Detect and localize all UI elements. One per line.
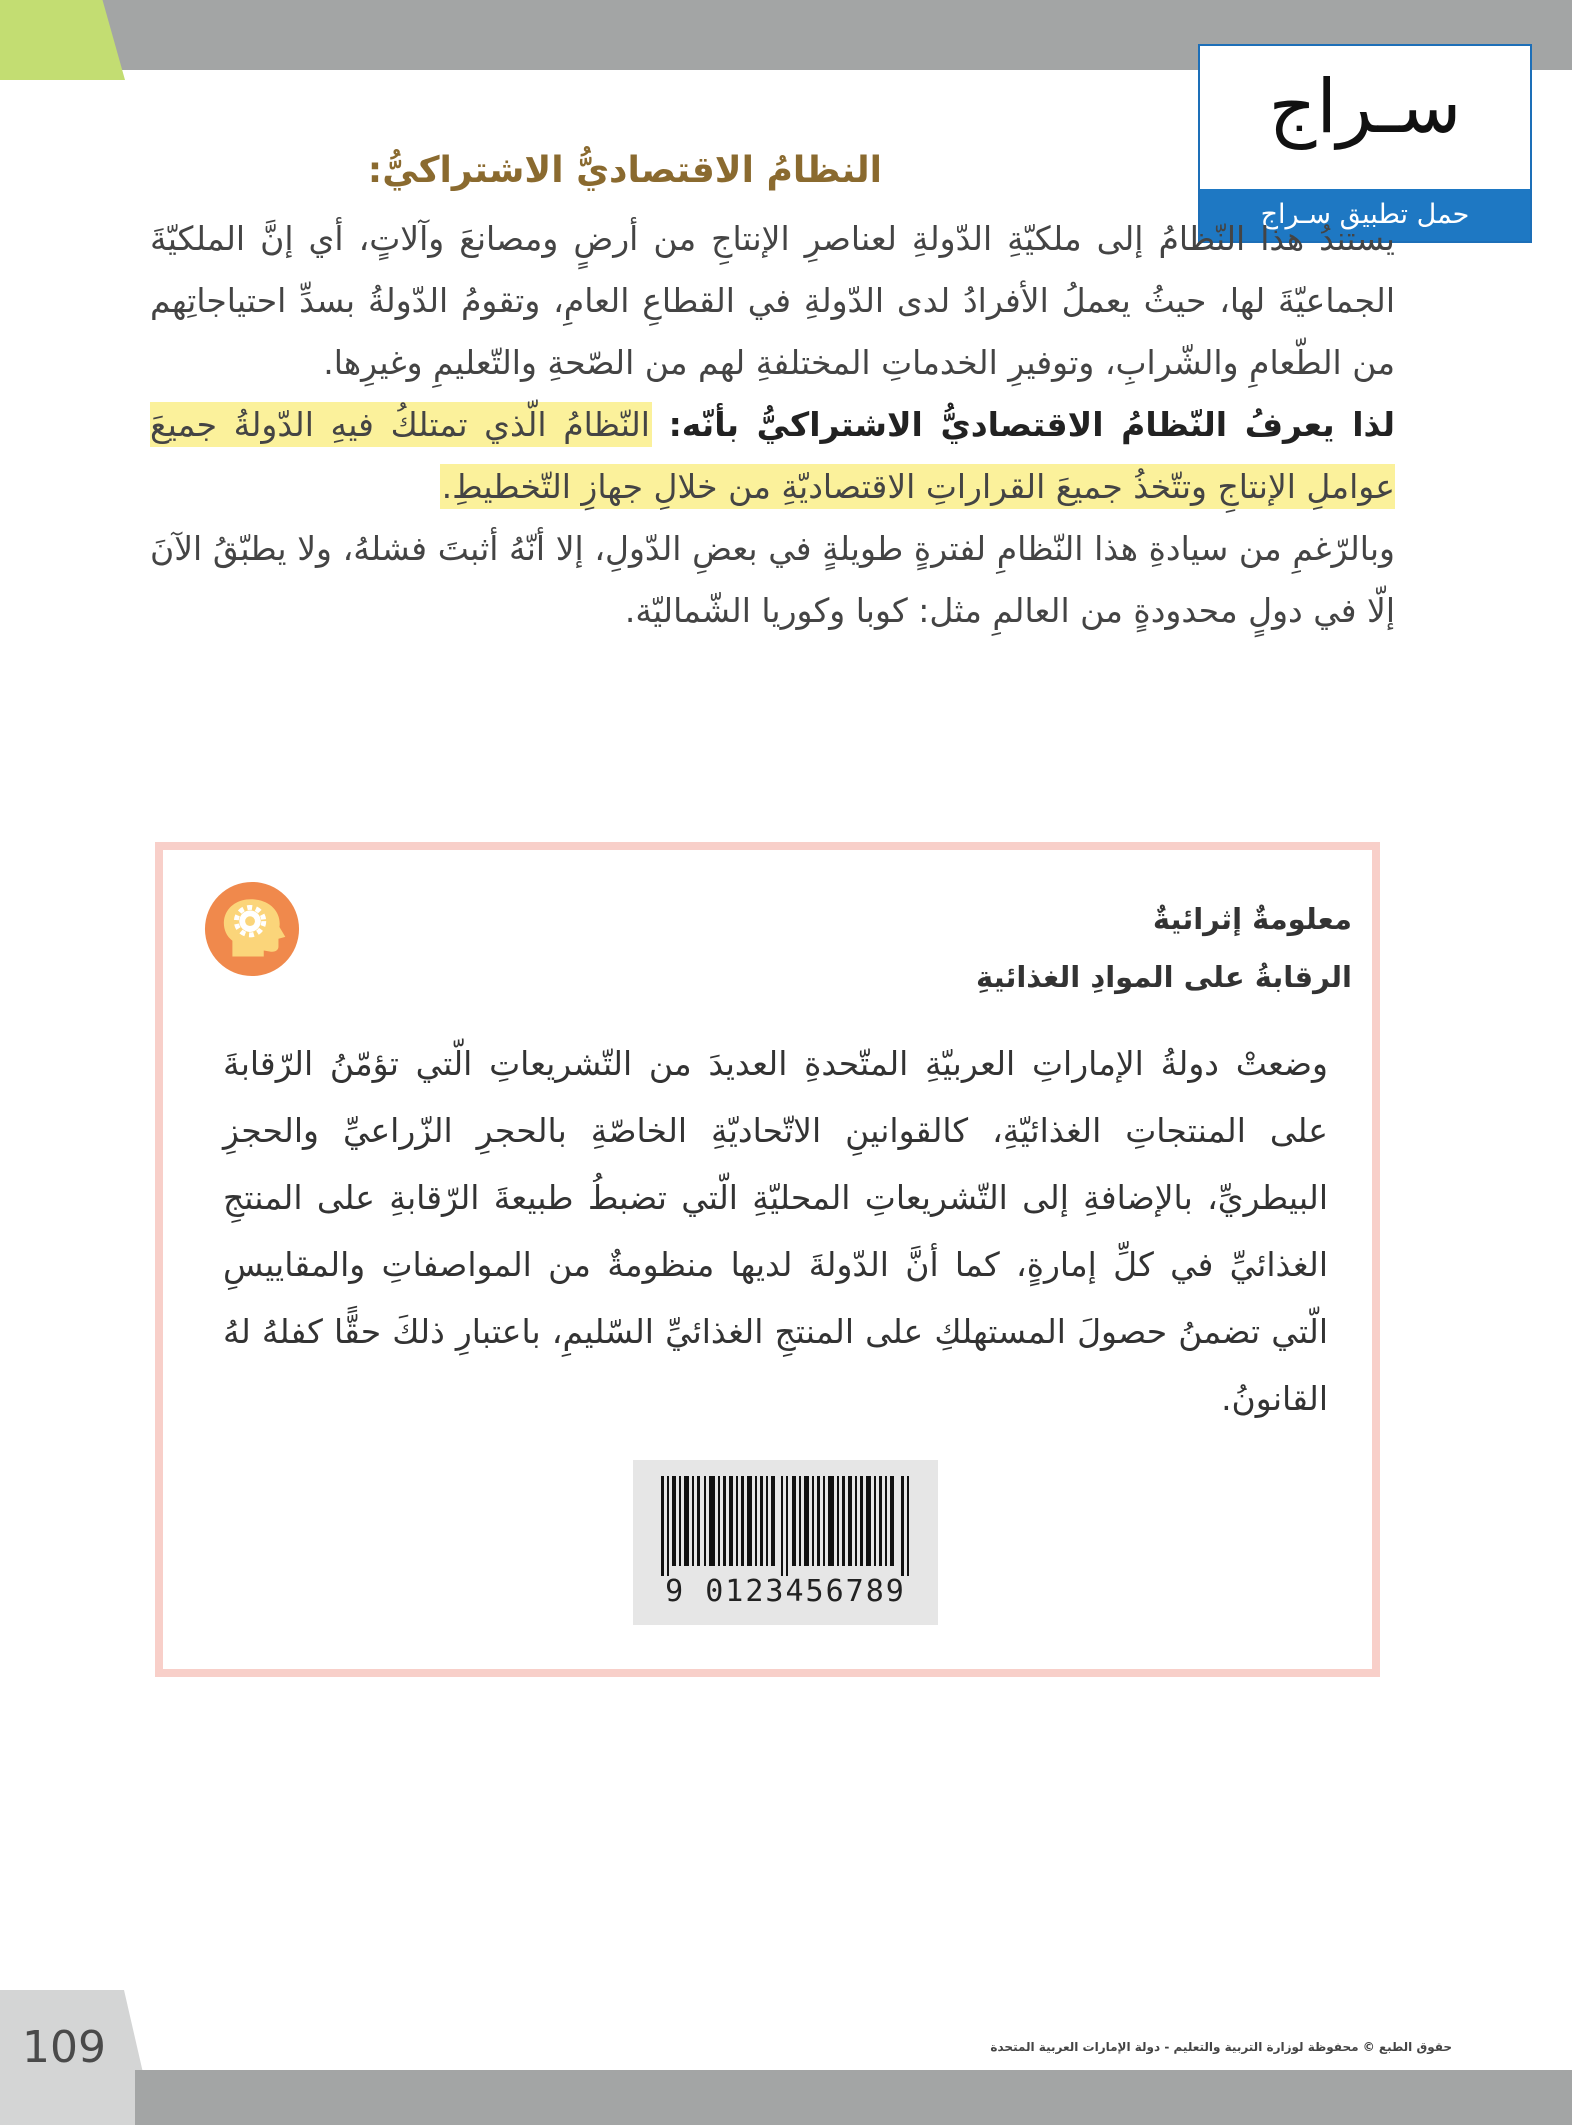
- paragraph-conclusion: وبالرّغمِ من سيادةِ هذا النّظامِ لفترةٍ طويلةٍ في بعضِ الدّولِ، إلا أنّهُ أثبتَ فشلهُ، ولا يطبّقُ الآنَ إلّا في دولٍ محدودةٍ من العالمِ مثل: كوبا وكوريا الشّماليّة.: [150, 529, 1395, 630]
- definition-highlight: النّظامُ الّذي تمتلكُ فيهِ الدّولةُ جميعَ عواملِ الإنتاجِ وتتّخذُ جميعَ القراراتِ الاقتصاديّةِ من خلالِ جهازِ التّخطيطِ.: [150, 402, 1395, 509]
- main-text: [150, 208, 1395, 642]
- bottom-bar: [135, 2070, 1572, 2125]
- section-heading: النظامُ الاقتصاديُّ الاشتراكيُّ:: [367, 150, 882, 191]
- paragraph-intro: يستندُ هذا النّظامُ إلى ملكيّةِ الدّولةِ لعناصرِ الإنتاجِ من أرضٍ ومصانعَ وآلاتٍ، أي إنَّ الملكيّةَ الجماعيّةَ لها، حيثُ يعملُ الأفرادُ لدى الدّولةِ في القطاعِ العامِ، وتقومُ الدّولةُ بسدِّ احتياجاتِهم من الطّعامِ والشّرابِ، وتوفيرِ الخدماتِ المختلفةِ لهم من الصّحةِ والتّعليمِ وغيرِها.: [150, 219, 1395, 382]
- barcode-number: 9 0123456789: [665, 1574, 906, 1609]
- logo-tagline: حمل تطبيق سـراج: [1200, 189, 1530, 241]
- copyright-notice: حقوق الطبع © محفوظة لوزارة التربية والتعليم - دولة الإمارات العربية المتحدة: [990, 2040, 1452, 2054]
- logo-word: سـراج: [1268, 64, 1462, 150]
- definition-lead: لذا يعرفُ النّظامُ الاقتصاديُّ الاشتراكيُّ بأنّه:: [668, 405, 1395, 444]
- barcode-bars: [661, 1476, 911, 1576]
- info-subtitle: الرقابةُ على الموادِ الغذائيةِ: [976, 960, 1352, 994]
- page-number: 109: [22, 2022, 106, 2073]
- head-gear-icon: [203, 880, 301, 978]
- barcode[interactable]: [633, 1460, 938, 1625]
- enrichment-info-box: [155, 842, 1380, 1677]
- info-text: وضعتْ دولةُ الإماراتِ العربيّةِ المتّحدةِ العديدَ من التّشريعاتِ الّتي تؤمّنُ الرّقابةَ على المنتجاتِ الغذائيّةِ، كالقوانينِ الاتّحاديّةِ الخاصّةِ بالحجرِ الزّراعيِّ والحجزِ البيطريِّ، بالإضافةِ إلى التّشريعاتِ المحليّةِ الّتي تضبطُ طبيعةَ الرّقابةِ على المنتجِ الغذائيِّ في كلِّ إمارةٍ، كما أنَّ الدّولةَ لديها منظومةٌ من المواصفاتِ والمقاييسِ الّتي تضمنُ حصولَ المستهلكِ على المنتجِ الغذائيِّ السّليمِ، باعتبارِ ذلكَ حقًّا كفلهُ لهُ القانونُ.: [223, 1044, 1328, 1418]
- definition-paragraph: [150, 394, 1395, 518]
- info-title: معلومةٌ إثرائيةٌ: [1152, 902, 1352, 936]
